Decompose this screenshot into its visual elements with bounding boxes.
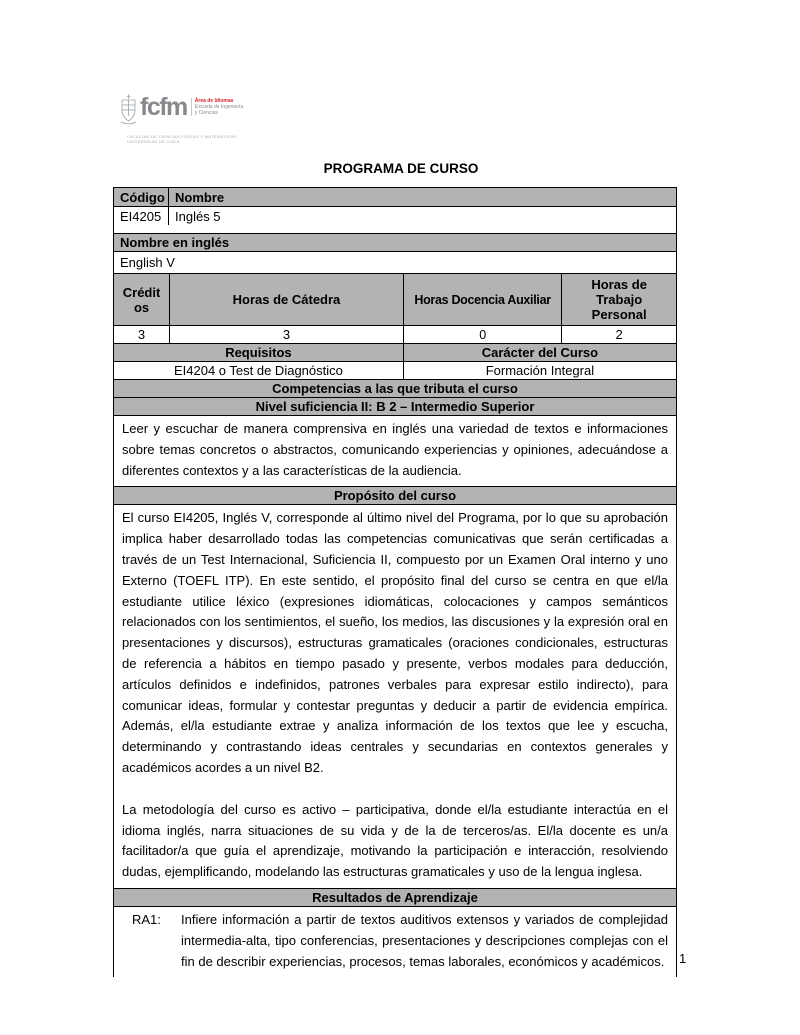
logo-faculty-text <box>127 134 259 144</box>
requisitos-caracter-header-row <box>114 343 676 361</box>
requisitos-caracter-value-row <box>114 361 676 379</box>
resultados-header-cell: Resultados de Aprendizaje <box>312 889 478 905</box>
document-title: PROGRAMA DE CURSO <box>323 161 479 176</box>
proposito-header-cell: Propósito del curso <box>333 488 457 504</box>
resultados-header-row <box>114 888 676 906</box>
codigo-value-cell: EI4205 <box>120 209 162 224</box>
horas-trabajo-personal-header-cell: Horas de Trabajo Personal <box>561 274 676 325</box>
creditos-value-cell: 3 <box>137 327 146 342</box>
ra1-cell <box>114 907 676 977</box>
horas-header-row <box>114 273 676 325</box>
universidad-de-chile-crest-icon <box>119 94 138 132</box>
competencias-header-row <box>114 379 676 397</box>
nombre-ingles-header-cell: Nombre en inglés <box>120 235 230 250</box>
nombre-ingles-value-row <box>114 251 676 273</box>
nivel-suficiencia-header-row <box>114 397 676 415</box>
horas-catedra-header-cell: Horas de Cátedra <box>169 274 403 325</box>
logo-unit-text <box>191 98 243 116</box>
nombre-ingles-header-row <box>114 233 676 251</box>
fcfm-logo-text: fcfm <box>140 93 187 121</box>
nombre-ingles-value-cell: English V <box>120 255 175 270</box>
codigo-nombre-value-row <box>114 206 676 233</box>
logo-unit-line1: Área de Idiomas <box>194 98 234 104</box>
nivel-suficiencia-header-cell: Nivel suficiencia II: B 2 – Intermedio Superior <box>255 399 535 414</box>
codigo-nombre-header-row <box>114 188 676 206</box>
requisitos-value-cell: EI4204 o Test de Diagnóstico <box>173 363 343 378</box>
ra1-label: RA1: <box>132 911 161 927</box>
ra1-text: Infiere información a partir de textos auditivos extensos y variados de complejidad intermedia-alta, tipo conferencias, presentaciones y descripciones complejas con el fin de describir experiencias, procesos, temas laborales, económicos y académicos. <box>181 911 668 969</box>
logo-faculty-line2: UNIVERSIDAD DE CHILE <box>127 139 180 144</box>
ra1-row <box>114 906 676 977</box>
fcfm-logo <box>119 94 259 144</box>
page-number: 1 <box>679 951 687 966</box>
horas-trabajo-personal-value-cell: 2 <box>561 326 676 343</box>
competencias-text-row <box>114 415 676 486</box>
codigo-header-cell: Código <box>120 189 165 205</box>
creditos-header-cell: Créditos <box>122 284 161 315</box>
caracter-value-cell: Formación Integral <box>403 362 676 379</box>
caracter-header-cell: Carácter del Curso <box>403 344 676 361</box>
course-program-table <box>113 187 677 977</box>
proposito-paragraph-2: La metodología del curso es activo – participativa, donde el/la estudiante interactúa en el idioma inglés, narra situaciones de su vida y de la de terceros/as. El/la docente es un/a facilitador/a que guía el aprendizaje, motivando la participación e interacción, resolviendo dudas, ejemplificando, modelando las estructuras gramaticales y uso de la lengua inglesa. <box>122 801 668 880</box>
proposito-paragraph-1: El curso EI4205, Inglés V, corresponde al último nivel del Programa, por lo que su aprobación implica haber desarrollado todas las competencias comunicativas que serán certificadas a través de un Test Internacional, Suficiencia II, compuesto por un Examen Oral interno y uno Externo (TOEFL ITP). En este sentido, el propósito final del curso se centra en que el/la estudiante utilice léxico (expresiones idiomáticas, colocaciones y campos semánticos relacionados con los sentimientos, el sueño, los medios, las discusiones y la expresión oral en presentaciones y discursos), estructuras gramaticales (oraciones condicionales, estructuras de referencia a hábitos en tiempo pasado y presente, verbos modales para deducción, artículos definidos e indefinidos, patrones verbales para expresar estilo indirecto), para comunicar ideas, formular y contestar preguntas y deducir a partir de evidencia empírica. Además, el/la estudiante extrae y analiza información de los textos que lee y escucha, determinando y contrastando ideas centrales y secundarias en contextos generales y académicos acordes a un nivel B2. <box>122 510 668 775</box>
horas-docencia-auxiliar-header-cell: Horas Docencia Auxiliar <box>403 274 561 325</box>
logo-unit-line3: y Ciencias <box>194 110 218 116</box>
nombre-header-cell: Nombre <box>168 188 676 206</box>
nombre-value-cell: Inglés 5 <box>168 207 676 225</box>
logo-faculty-line1: FACULTAD DE CIENCIAS FÍSICAS Y MATEMÁTICAS <box>127 134 237 139</box>
requisitos-header-cell: Requisitos <box>225 345 292 360</box>
proposito-text-cell <box>114 505 676 888</box>
horas-catedra-value-cell: 3 <box>169 326 403 343</box>
proposito-header-row <box>114 486 676 504</box>
horas-docencia-auxiliar-value-cell: 0 <box>403 326 561 343</box>
proposito-text-row <box>114 504 676 888</box>
competencias-header-cell: Competencias a las que tributa el curso <box>272 381 518 396</box>
logo-unit-line2: Escuela de Ingeniería <box>194 104 244 110</box>
horas-value-row <box>114 325 676 343</box>
competencias-text-cell: Leer y escuchar de manera comprensiva en inglés una variedad de textos e informaciones sobre temas concretos o abstractos, comunicando experiencias y opiniones, adecuándose a diferentes contextos y a las características de la audiencia. <box>122 421 668 478</box>
